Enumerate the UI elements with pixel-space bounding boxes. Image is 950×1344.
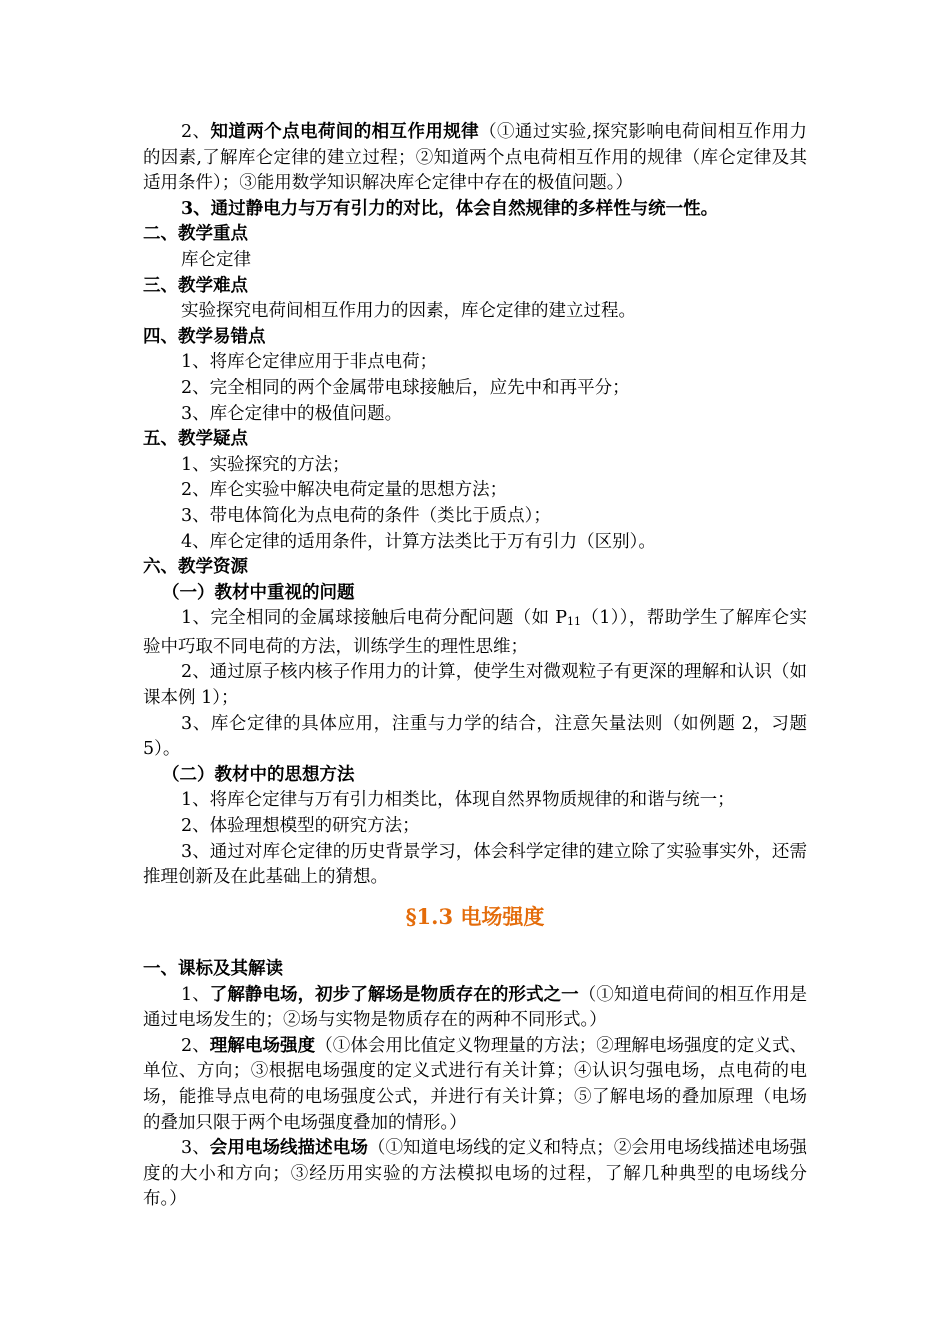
resource-item: 2、通过原子核内核子作用力的计算，使学生对微观粒子有更深的理解和认识（如课本例 1）； bbox=[143, 662, 807, 709]
doubt-item: 2、库仑实验中解决电荷定量的思想方法； bbox=[181, 480, 508, 501]
standard-item: 1、了解静电场，初步了解场是物质存在的形式之一（①知道电荷间的相互作用是通过电场发生的；②场与实物是物质存在的两种不同形式。） bbox=[143, 984, 808, 1031]
error-item: 3、库仑定律中的极值问题。 bbox=[181, 403, 403, 424]
section-difficulties-heading: 三、教学难点 bbox=[143, 275, 248, 296]
resource-item: 3、库仑定律的具体应用，注重与力学的结合，注意矢量法则（如例题 2，习题 5）。 bbox=[143, 713, 807, 760]
objective-3-paragraph: 3、通过静电力与万有引力的对比，体会自然规律的多样性与统一性。 bbox=[181, 198, 719, 219]
error-item: 1、将库仑定律应用于非点电荷； bbox=[181, 352, 438, 373]
subsection-textbook-issues: （一）教材中重视的问题 bbox=[162, 582, 355, 603]
method-item: 1、将库仑定律与万有引力相类比，体现自然界物质规律的和谐与统一； bbox=[181, 790, 735, 811]
subsection-methods: （二）教材中的思想方法 bbox=[162, 764, 355, 785]
section-common-errors-heading: 四、教学易错点 bbox=[143, 326, 266, 347]
resource-item: 1、完全相同的金属球接触后电荷分配问题（如 $P_{11}(1)$），帮助学生了解库仑实验中巧取不同电荷的方法，训练学生的理性思维； bbox=[143, 608, 807, 657]
objective-2-bold: 知道两个点电荷间的相互作用规律 bbox=[210, 122, 480, 142]
section-standards bbox=[143, 957, 807, 1213]
method-item: 2、体验理想模型的研究方法； bbox=[181, 816, 420, 837]
key-point-item: 库仑定律 bbox=[181, 249, 251, 270]
section-resources-heading: 六、教学资源 bbox=[143, 557, 248, 578]
doubt-item: 1、实验探究的方法； bbox=[181, 454, 350, 475]
error-item: 2、完全相同的两个金属带电球接触后，应先中和再平分； bbox=[181, 377, 630, 398]
standard-item: 2、理解电场强度（①体会用比值定义物理量的方法；②理解电场强度的定义式、单位、方向；③根据电场强度的定义式进行有关计算；④认识匀强电场，点电荷的电场，能推导点电荷的电场强度公式，并进行有关计算；⑤了解电场的叠加原理（电场的叠加只限于两个电场强度叠加的情形。） bbox=[143, 1035, 808, 1133]
standard-item: 3、会用电场线描述电场（①知道电场线的定义和特点；②会用电场线描述电场强度的大小和方向；③经历用实验的方法模拟电场的过程，了解几种典型的电场线分布。） bbox=[143, 1138, 808, 1210]
section-standards-heading: 一、课标及其解读 bbox=[143, 959, 283, 979]
doubt-item: 3、带电体简化为点电荷的条件（类比于质点）； bbox=[181, 505, 551, 526]
doubt-item: 4、库仑定律的适用条件，计算方法类比于万有引力（区别）。 bbox=[181, 531, 656, 552]
method-item: 3、通过对库仑定律的历史背景学习，体会科学定律的建立除了实验事实外，还需推理创新及在此基础上的猜想。 bbox=[143, 841, 807, 888]
page-content bbox=[143, 120, 808, 1210]
difficulty-item: 实验探究电荷间相互作用力的因素，库仑定律的建立过程。 bbox=[181, 301, 636, 322]
section-doubts-heading: 五、教学疑点 bbox=[143, 429, 248, 450]
chapter-title: §1.3 电场强度 bbox=[405, 904, 545, 929]
section-key-points-heading: 二、教学重点 bbox=[143, 224, 248, 245]
objective-2-paragraph: 2、知道两个点电荷间的相互作用规律（①通过实验,探究影响电荷间相互作用力的因素,了解库仑定律的建立过程；②知道两个点电荷相互作用的规律（库仑定律及其适用条件）；③能用数学知识解决库仑定律中存在的极值问题。） bbox=[143, 122, 808, 194]
